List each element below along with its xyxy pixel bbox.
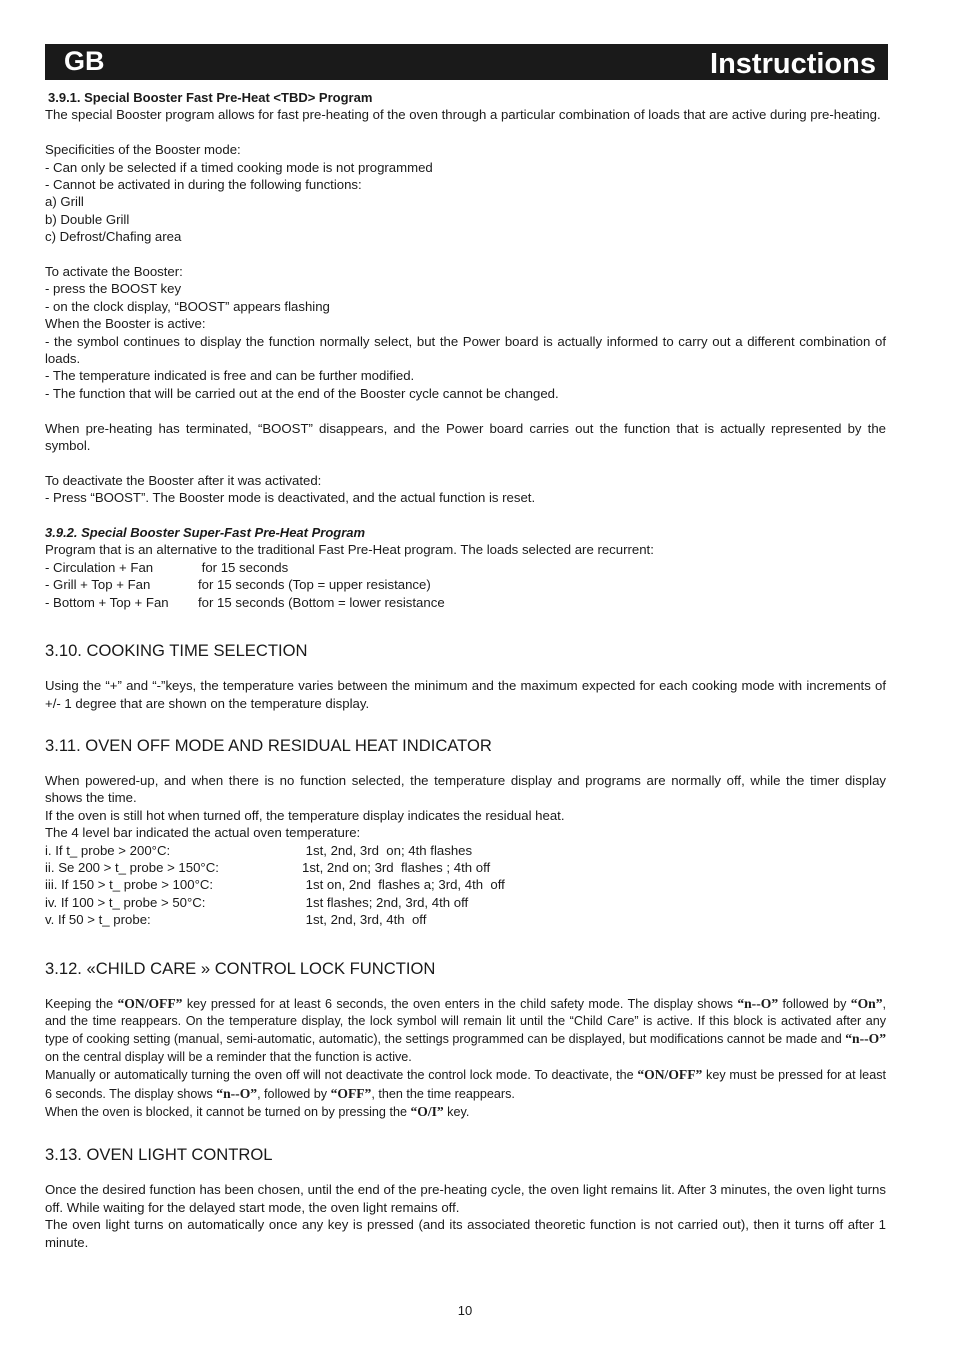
- key-on-off: “ON/OFF”: [637, 1067, 703, 1083]
- level-state: 1st flashes; 2nd, 3rd, 4th off: [302, 894, 469, 910]
- level-condition: i. If t_ probe > 200°C:: [45, 842, 171, 858]
- display-n-o: “n--O”: [216, 1085, 258, 1101]
- booster-activate-item: - The temperature indicated is free and can be further modified.: [45, 368, 415, 384]
- level-state: 1st, 2nd on; 3rd flashes ; 4th off: [302, 859, 491, 875]
- child-care-p1: Keeping the “ON/OFF” key pressed for at least 6 seconds, the oven enters in the child safety mode. The display shows “n--O” followed by “On”, and the time reappears. On the temperature display, the lock symbol will remain lit until the “Child Care” is active. If this block is activated after any type of cooking setting (manual, semi-automatic, automatic), the settings programmed can be displayed, but modifications cannot be made and “n--O” on the central display will be a reminder that the function is active.: [45, 995, 886, 1064]
- display-n-o: “n--O”: [845, 1031, 886, 1047]
- booster-activate-item: - on the clock display, “BOOST” appears flashing: [45, 298, 330, 314]
- heading-3-13: 3.13. OVEN LIGHT CONTROL: [45, 1145, 273, 1165]
- load-row: [45, 576, 886, 593]
- level-condition: iii. If 150 > t_ probe > 100°C:: [45, 877, 214, 893]
- level-state: 1st on, 2nd flashes a; 3rd, 4th off: [302, 877, 505, 893]
- load-name: - Bottom + Top + Fan: [45, 594, 169, 610]
- booster-activate-item: When the Booster is active:: [45, 316, 206, 332]
- level-condition: v. If 50 > t_ probe:: [45, 912, 151, 928]
- booster-activate-title: To activate the Booster:: [45, 264, 183, 280]
- load-name: - Grill + Top + Fan: [45, 577, 151, 593]
- booster-spec-item: - Can only be selected if a timed cooking mode is not programmed: [45, 159, 433, 175]
- level-condition: iv. If 100 > t_ probe > 50°C:: [45, 894, 206, 910]
- load-time: for 15 seconds: [198, 559, 289, 575]
- oven-light-p2: The oven light turns on automatically once any key is pressed (and its associated theoretic function is not carried out), then it turns off after 1 minute.: [45, 1217, 886, 1250]
- page-number: 10: [457, 1303, 473, 1318]
- booster-spec-item: c) Defrost/Chafing area: [45, 229, 182, 245]
- display-on: “On”: [850, 995, 883, 1011]
- key-on-off: “ON/OFF”: [117, 995, 183, 1011]
- display-n-o: “n--O”: [737, 995, 779, 1011]
- oven-light-p1: Once the desired function has been chosen, until the end of the pre-heating cycle, the oven light remains lit. After 3 minutes, the oven light turns off. While waiting for the delayed start mode, the oven light remains off.: [45, 1182, 886, 1215]
- oven-off-p3: The 4 level bar indicated the actual oven temperature:: [45, 825, 361, 841]
- load-time: for 15 seconds (Bottom = lower resistance: [198, 594, 445, 610]
- key-o-i: “O/I”: [410, 1104, 444, 1120]
- level-state: 1st, 2nd, 3rd, 4th off: [302, 912, 427, 928]
- oven-off-p2: If the oven is still hot when turned off, the temperature display indicates the residual heat.: [45, 807, 565, 823]
- level-condition: ii. Se 200 > t_ probe > 150°C:: [45, 859, 219, 875]
- level-row: [45, 894, 886, 911]
- display-off: “OFF”: [330, 1085, 372, 1101]
- heading-3-9-1: 3.9.1. Special Booster Fast Pre-Heat <TBD> Program: [48, 90, 373, 105]
- load-row: [45, 559, 886, 576]
- superfast-intro: Program that is an alternative to the traditional Fast Pre-Heat program. The loads selected are recurrent:: [45, 542, 654, 558]
- child-care-p2: Manually or automatically turning the oven off will not deactivate the control lock mode. To deactivate, the “ON/OFF” key must be pressed for at least 6 seconds. The display shows “n--O”, followed by “OFF”, then the time reappears.: [45, 1067, 886, 1101]
- load-time: for 15 seconds (Top = upper resistance): [198, 577, 431, 593]
- heading-3-10: 3.10. COOKING TIME SELECTION: [45, 641, 308, 661]
- level-state: 1st, 2nd, 3rd on; 4th flashes: [302, 842, 473, 858]
- level-row: [45, 876, 886, 893]
- oven-off-p1: When powered-up, and when there is no function selected, the temperature display and programs are normally off, while the timer display shows the time.: [45, 772, 886, 806]
- booster-spec-item: b) Double Grill: [45, 211, 130, 227]
- child-care-p3: When the oven is blocked, it cannot be turned on by pressing the “O/I” key.: [45, 1104, 470, 1120]
- level-row: [45, 842, 886, 859]
- cooking-time-text: Using the “+” and “-”keys, the temperature varies between the minimum and the maximum expected for each cooking mode with increments of +/- 1 degree that are shown on the temperature display.: [45, 678, 886, 711]
- booster-activate-item: - the symbol continues to display the function normally select, but the Power board is actually informed to carry out a different combination of loads.: [45, 333, 886, 367]
- level-row: [45, 859, 886, 876]
- booster-activate-item: - press the BOOST key: [45, 281, 182, 297]
- load-name: - Circulation + Fan: [45, 559, 154, 575]
- language-code: GB: [64, 46, 105, 76]
- booster-intro: The special Booster program allows for fast pre-heating of the oven through a particular combination of loads that are active during pre-heating.: [45, 107, 881, 123]
- booster-spec-item: - Cannot be activated in during the following functions:: [45, 177, 362, 193]
- booster-terminated: When pre-heating has terminated, “BOOST” disappears, and the Power board carries out the function that is actually represented by the symbol.: [45, 420, 886, 454]
- booster-activate-item: - The function that will be carried out at the end of the Booster cycle cannot be changed.: [45, 385, 559, 401]
- page-title: Instructions: [710, 48, 876, 80]
- booster-spec-title: Specificities of the Booster mode:: [45, 142, 241, 158]
- booster-deactivate: - Press “BOOST”. The Booster mode is deactivated, and the actual function is reset.: [45, 490, 536, 506]
- heading-3-11: 3.11. OVEN OFF MODE AND RESIDUAL HEAT INDICATOR: [45, 735, 492, 755]
- header-bar: [45, 44, 888, 80]
- document-body: [45, 89, 886, 1251]
- load-row: [45, 594, 886, 611]
- booster-spec-item: a) Grill: [45, 194, 84, 210]
- level-row: [45, 911, 886, 928]
- booster-deactivate-title: To deactivate the Booster after it was activated:: [45, 472, 322, 488]
- heading-3-12: 3.12. «CHILD CARE » CONTROL LOCK FUNCTION: [45, 958, 436, 978]
- heading-3-9-2: 3.9.2. Special Booster Super-Fast Pre-Heat Program: [45, 525, 366, 541]
